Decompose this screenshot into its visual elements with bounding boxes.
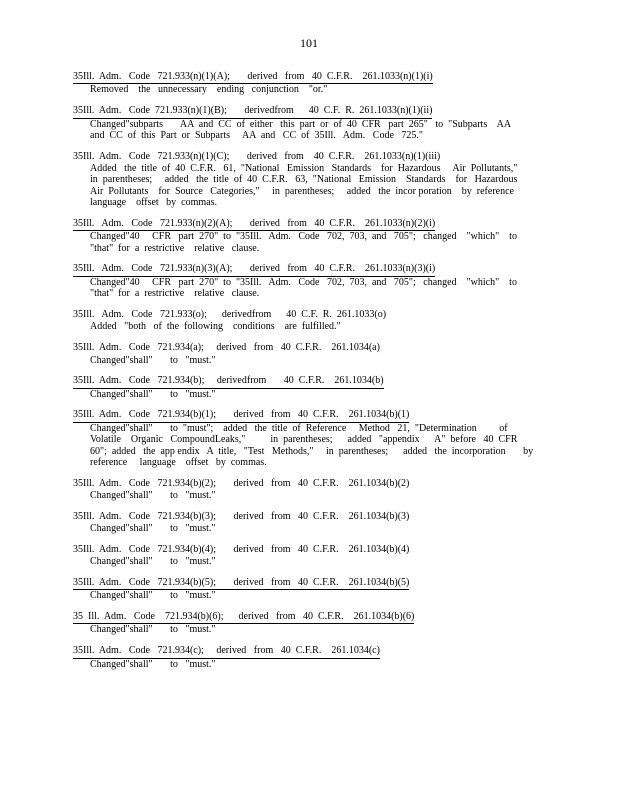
page-number: 101	[300, 36, 318, 50]
change-description: Changed"shall" to "must."	[90, 388, 216, 400]
change-description: Changed"subparts AA and CC of either this part or of 40 CFR part 265" to "Subparts AA and CC of this Part or Subparts AA and CC of 35Ill. Adm. Code 725."	[90, 118, 512, 141]
list-item	[73, 375, 538, 400]
change-description: Changed"shall" to "must."	[90, 590, 216, 602]
list-item	[73, 218, 538, 254]
section-citation: 35Ill. Adm. Code 721.934(a); derived from 40 C.F.R. 261.1034(a)	[73, 342, 380, 354]
section-citation: 35Ill. Adm. Code 721.933(n)(3)(A); derived from 40 C.F.R. 261.1033(n)(3)(i)	[73, 263, 435, 276]
section-citation: 35Ill. Adm. Code 721.933(n)(1)(C); derived from 40 C.F.R. 261.1033(n)(1)(iii)	[73, 150, 441, 162]
list-item	[73, 478, 538, 502]
change-description: Changed"shall" to "must."	[90, 624, 216, 636]
section-citation: 35Ill. Adm. Code 721.934(b)(4); derived from 40 C.F.R. 261.1034(b)(4)	[73, 543, 410, 555]
change-description: Added "both of the following conditions are fulfilled."	[90, 321, 341, 333]
section-citation: 35Ill. Adm. Code 721.934(b); derivedfrom 40 C.F.R. 261.1034(b)	[73, 375, 384, 388]
change-description: Changed"shall" to "must."	[90, 556, 216, 568]
list-item	[73, 409, 538, 468]
section-citation: 35Ill. Adm. Code 721.933(o); derivedfrom 40 C.F. R. 261.1033(o)	[73, 308, 387, 320]
change-description: Changed"shall" to "must."	[90, 658, 216, 670]
section-citation: 35Ill. Adm. Code 721.934(b)(5); derived from 40 C.F.R. 261.1034(b)(5)	[73, 577, 409, 590]
change-description: Changed"shall" to "must."	[90, 523, 216, 535]
list-item	[73, 577, 538, 602]
list-item	[73, 105, 538, 141]
change-description: Changed"40 CFR part 270" to "35Ill. Adm. Code 702, 703, and 705"; changed "which" to "that" for a restrictive relative clause.	[90, 276, 517, 300]
amendment-list	[73, 71, 538, 679]
change-description: Added the title of 40 C.F.R. 61, "National Emission Standards for Hazardous Air Pollutants," in parentheses; added the title of 40 C.F.R. 63, "National Emission Standards for Hazardous Air Pollutants for Source Categories," in parentheses; added the incor poration by reference language offset by commas.	[90, 163, 518, 209]
list-item	[73, 511, 538, 535]
section-citation: 35Ill. Adm. Code 721.934(c); derived from 40 C.F.R. 261.1034(c)	[73, 645, 380, 658]
section-citation: 35Ill. Adm. Code 721.934(b)(2); derived from 40 C.F.R. 261.1034(b)(2)	[73, 477, 410, 489]
section-citation: 35Ill. Adm. Code 721.934(b)(1); derived from 40 C.F.R. 261.1034(b)(1)	[73, 409, 409, 422]
change-description: Changed"shall" to "must"; added the title of Reference Method 21, "Determination of Volatile Organic CompoundLeaks," in parentheses; added "appendix A" before 40 CFR 60"; added the app endix A title, "Test Methods," in parentheses; added the incorporation by reference language offset by commas.	[90, 422, 534, 468]
change-description: Changed"40 CFR part 270" to "35Ill. Adm. Code 702, 703, and 705"; changed "which" to "that" for a restrictive relative clause.	[90, 231, 517, 254]
list-item	[73, 263, 538, 299]
list-item	[73, 611, 538, 636]
list-item	[73, 342, 538, 366]
list-item	[73, 309, 538, 333]
change-description: Removed the unnecessary ending conjunction "or."	[90, 84, 328, 96]
change-description: Changed"shall" to "must."	[90, 490, 216, 502]
section-citation: 35Ill. Adm. Code 721.934(b)(3); derived from 40 C.F.R. 261.1034(b)(3)	[73, 510, 410, 522]
section-citation: 35Ill. Adm. Code 721.933(n)(2)(A); derived from 40 C.F.R. 261.1033(n)(2)(i)	[73, 218, 435, 231]
change-description: Changed"shall" to "must."	[90, 354, 216, 366]
list-item	[73, 71, 538, 96]
list-item	[73, 645, 538, 670]
list-item	[73, 151, 538, 209]
section-citation: 35 Ill. Adm. Code 721.934(b)(6); derived from 40 C.F.R. 261.1034(b)(6)	[73, 611, 414, 624]
section-citation: 35Ill. Adm. Code 721.933(n)(1)(A); derived from 40 C.F.R. 261.1033(n)(1)(i)	[73, 71, 433, 84]
list-item	[73, 544, 538, 568]
section-citation: 35Ill. Adm. Code 721.933(n)(1)(B); derivedfrom 40 C.F. R. 261.1033(n)(1)(ii)	[73, 105, 432, 118]
